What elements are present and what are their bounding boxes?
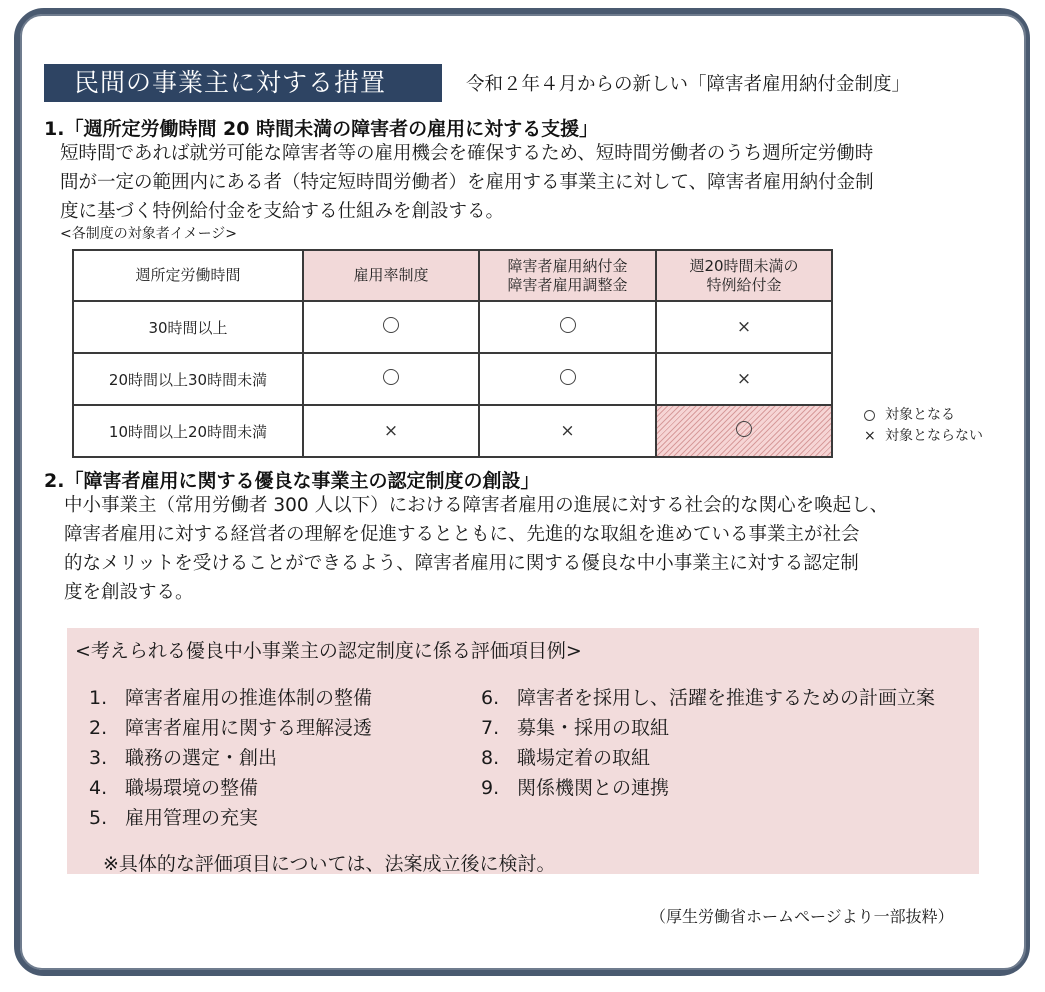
legend-item [864, 405, 983, 426]
list-item: 2. 障害者雇用に関する理解浸透 [89, 717, 373, 739]
table-cell [303, 301, 479, 353]
circle-mark-icon [736, 421, 752, 437]
table-caption: <各制度の対象者イメージ> [60, 226, 238, 242]
table-legend [864, 405, 983, 447]
section2-line: 障害者雇用に対する経営者の理解を促進するとともに、先進的な取組を進めている事業主が社会 [64, 524, 860, 545]
legend-item [864, 426, 983, 447]
list-item: 9. 関係機関との連携 [481, 777, 670, 799]
table-cell [656, 301, 832, 353]
table-cell [303, 405, 479, 457]
list-item: 6. 障害者を採用し、活躍を推進するための計画立案 [481, 687, 936, 709]
section2-paragraph [64, 491, 888, 607]
section1-paragraph [60, 139, 874, 226]
cross-mark-icon: × [736, 317, 752, 337]
circle-mark-icon [383, 317, 399, 333]
table-row [73, 301, 832, 353]
table-cell-highlighted [656, 405, 832, 457]
table-cell [303, 353, 479, 405]
table-cell [479, 301, 656, 353]
cross-mark-icon: × [383, 421, 399, 441]
table-header-line: 特例給付金 [706, 275, 782, 294]
table-cell [479, 405, 656, 457]
header-subtitle: 令和２年４月からの新しい「障害者雇用納付金制度」 [466, 74, 911, 95]
evaluation-box [67, 628, 979, 874]
list-item: 5. 雇用管理の充実 [89, 807, 259, 829]
cross-mark-icon: × [736, 369, 752, 389]
header-badge: 民間の事業主に対する措置 [44, 64, 442, 102]
cross-mark-icon: × [560, 421, 575, 441]
circle-mark-icon [560, 369, 576, 385]
row-label: 20時間以上30時間未満 [73, 353, 303, 405]
cross-mark-icon: × [864, 428, 876, 444]
list-item: 8. 職場定着の取組 [481, 747, 651, 769]
section1-line: 短時間であれば就労可能な障害者等の雇用機会を確保するため、短時間労働者のうち週所定労働時 [60, 143, 874, 164]
circle-mark-icon [864, 410, 875, 421]
table-header-cell: 週所定労働時間 [73, 250, 303, 301]
eligibility-table [72, 249, 833, 458]
source-note: （厚生労働省ホームページより一部抜粋） [650, 907, 954, 926]
table-row [73, 353, 832, 405]
row-label: 10時間以上20時間未満 [73, 405, 303, 457]
section1-line: 度に基づく特例給付金を支給する仕組みを創設する。 [60, 201, 505, 222]
table-header-row [73, 250, 832, 301]
section2-title: 2.「障害者雇用に関する優良な事業主の認定制度の創設」 [44, 470, 540, 492]
list-item: 7. 募集・採用の取組 [481, 717, 670, 739]
table-row [73, 405, 832, 457]
circle-mark-icon [383, 369, 399, 385]
circle-mark-icon [560, 317, 576, 333]
evaluation-note: ※具体的な評価項目については、法案成立後に検討。 [103, 853, 556, 875]
table-cell [479, 353, 656, 405]
legend-label: 対象となる [885, 407, 955, 423]
section1-line: 間が一定の範囲内にある者（特定短時間労働者）を雇用する事業主に対して、障害者雇用納付金制 [60, 172, 874, 193]
table-header-cell [656, 250, 832, 301]
section1-title: 1.「週所定労働時間 20 時間未満の障害者の雇用に対する支援」 [44, 118, 599, 140]
table-header-cell [479, 250, 656, 301]
section2-line: 的なメリットを受けることができるよう、障害者雇用に関する優良な中小事業主に対する認定制 [64, 553, 859, 574]
table-header-line: 障害者雇用調整金 [507, 275, 628, 294]
list-item: 4. 職場環境の整備 [89, 777, 259, 799]
table-header-line: 週20時間未満の [689, 256, 799, 275]
legend-label: 対象とならない [885, 428, 983, 444]
evaluation-title: <考えられる優良中小事業主の認定制度に係る評価項目例> [75, 640, 582, 662]
table-header-cell: 雇用率制度 [303, 250, 479, 301]
row-label: 30時間以上 [73, 301, 303, 353]
section2-line: 度を創設する。 [64, 582, 194, 603]
table-cell [656, 353, 832, 405]
table-header-line: 障害者雇用納付金 [507, 256, 628, 275]
list-item: 1. 障害者雇用の推進体制の整備 [89, 687, 373, 709]
list-item: 3. 職務の選定・創出 [89, 747, 278, 769]
section2-line: 中小事業主（常用労働者 300 人以下）における障害者雇用の進展に対する社会的な関心を喚起し、 [64, 495, 889, 516]
